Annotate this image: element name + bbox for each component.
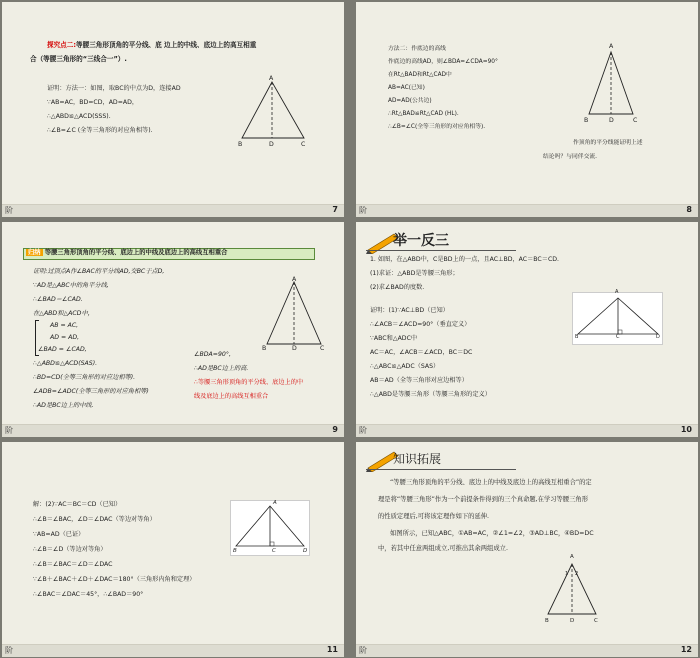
slide11-line: ∴∠B＝∠D（等边对等角） [33, 546, 107, 553]
triangle-figure [259, 276, 329, 351]
slide9-line: 在△ABD和△ACD中， [33, 310, 94, 317]
slide7-title-line2: 合（等腰三角形的“三线合一”）. [30, 55, 127, 63]
slide11-line: ∵AB=AD（已证） [33, 531, 85, 538]
label-d: D [303, 548, 308, 554]
slide8-line: 在Rt△BAD和Rt△CAD中 [388, 72, 452, 78]
slide11-line: ∴∠BAC＝∠DAC＝45°，∴∠BAD＝90° [33, 591, 144, 598]
slide10-line: ∴△ABC≌△ADC（SAS） [370, 363, 440, 370]
slide10-line: ∴∠ACB＝∠ACD=90°（垂直定义） [370, 321, 471, 328]
label-d: D [656, 334, 660, 340]
slide8-line: AD=AD(公共边) [388, 98, 432, 104]
slide9-line: AB = AC, [50, 322, 79, 329]
label-d: D [292, 345, 297, 352]
slide10-line: ∴△ABD是等腰三角形（等腰三角形的定义） [370, 391, 491, 398]
label-a: A [292, 276, 297, 283]
slide9-line: ∴BD=CD(全等三角形的对应边相等). [33, 374, 136, 381]
label-b: B [575, 334, 579, 340]
slide-11[interactable] [2, 442, 344, 657]
label-d: D [609, 117, 614, 124]
slide9-line: AD = AD, [50, 334, 80, 341]
slide7-line: ∴∠B=∠C (全等三角形的对应角相等). [47, 127, 153, 134]
label-1: 1 [565, 571, 569, 577]
banner-title: 举一反三 [393, 233, 449, 249]
slide-9[interactable] [2, 222, 344, 437]
banner-title: 知识拓展 [393, 452, 442, 466]
triangle-figure [542, 558, 602, 624]
slide12-line: 如图所示，已知△ABC，①AB=AC，②∠1=∠2，③AD⊥BC，④BD=DC [390, 530, 594, 537]
label-b: B [238, 141, 243, 148]
label-b: B [584, 117, 589, 124]
slide9-right: ∴AD是BC边上的高. [194, 365, 249, 372]
slide11-line: 解：(2)∵AC＝BC＝CD（已知） [33, 501, 122, 508]
label-a: A [570, 554, 574, 560]
label-c: C [272, 548, 276, 554]
slide9-conclusion: ∴等腰三角形顶角的平分线、底边上的中 [194, 379, 304, 386]
slide-footer: 阶 8 [356, 204, 698, 217]
slide9-line: 证明:过顶点A作∠BAC的平分线AD,交BC于点D, [33, 268, 165, 275]
banner-underline [366, 469, 516, 470]
label-2: 2 [575, 571, 579, 577]
slide12-line: 的性质定理后,可将该定理作如下的延伸. [378, 513, 490, 520]
slide10-line: ∵ABC和△ADC中 [370, 335, 418, 342]
question-text: 作顶角的平分线能证明上述 [573, 140, 643, 146]
slide-8[interactable] [356, 2, 698, 217]
label-c: C [633, 117, 638, 124]
slide7-line: ∵AB=AC，BD=CD，AD=AD， [47, 99, 139, 106]
label-d: D [570, 618, 575, 624]
banner-underline [366, 250, 516, 251]
slide-footer: 阶 10 [356, 424, 698, 437]
slide9-line: ∴AD是BC边上的中线. [33, 402, 94, 409]
slide-7[interactable] [2, 2, 344, 217]
label-a: A [273, 500, 277, 506]
slide7-line: ∴△ABD≌△ACD(SSS). [47, 113, 111, 120]
slide9-line: ∵AD是△ABC中的角平分线, [33, 282, 109, 289]
slide12-line: “等腰三角形顶角的平分线、底边上的中线及底边上的高线互相重合”的定 [390, 479, 592, 486]
slide-footer: 阶 12 [356, 644, 698, 657]
slide7-title: 探究点二:等腰三角形顶角的平分线、底 边上的中线、底边上的高互相重 [47, 41, 257, 49]
slide8-line: 方法二：作底边的高线 [388, 46, 446, 52]
slide-footer: 阶 7 [2, 204, 344, 217]
label-a: A [615, 289, 619, 295]
slide9-line: ∠BAD = ∠CAD, [38, 346, 87, 353]
label-c: C [301, 141, 306, 148]
slide7-line: 证明：方法一：如图，取BC的中点为D，连接AD [47, 85, 181, 92]
slide-10[interactable] [356, 222, 698, 437]
label-d: D [269, 141, 274, 148]
slide12-line: 中，若其中任意两组成立,可推出其余两组成立. [378, 545, 508, 552]
summary-header: 归纳 等腰三角形顶角的平分线、底边上的中线及底边上的高线互相重合 [28, 249, 228, 256]
triangle-figure [230, 500, 310, 556]
slide-footer: 阶 11 [2, 644, 344, 657]
slide11-line: ∵∠B＋∠BAC＋∠D＋∠DAC＝180°（三角形内角和定理） [33, 576, 196, 583]
slide9-line: ∴∠BAD＝∠CAD. [33, 296, 83, 303]
slide11-line: ∴∠B＝∠BAC，∠D＝∠DAC（等边对等角） [33, 516, 156, 523]
label-b: B [233, 548, 237, 554]
slide9-right: ∠BDA=90°, [194, 351, 231, 358]
label-b: B [262, 345, 267, 352]
slide9-line: ∴△ABD≌△ACD(SAS). [33, 360, 98, 367]
slide8-line: AB=AC(已知) [388, 85, 425, 91]
slide12-line: 理是将“等腰三角形”作为一个前提条件得到的三个真命题,在学习等腰三角形 [378, 496, 589, 503]
label-c: C [594, 618, 598, 624]
slide9-line: ∠ADB=∠ADC(全等三角形的对应角相等) [33, 388, 149, 395]
label-b: B [545, 618, 549, 624]
slide10-line: 证明：(1)∵AC⊥BD（已知） [370, 307, 449, 314]
question-text: 结论吗？与同伴交流. [543, 154, 598, 160]
label-c: C [320, 345, 325, 352]
slide10-line: 1. 如图，在△ABD中，C是BD上的一点，且AC⊥BD，AC＝BC＝CD. [370, 256, 559, 263]
slide10-line: AB＝AD（全等三角形对应边相等） [370, 377, 468, 384]
slide-12[interactable] [356, 442, 698, 657]
slide8-line: 作底边的高线AD，则∠BDA=∠CDA=90° [388, 59, 498, 65]
slide9-conclusion: 线及底边上的高线互相重合 [194, 393, 269, 400]
label-a: A [269, 75, 274, 82]
slide11-line: ∴∠B＝∠BAC＝∠D＝∠DAC [33, 561, 113, 568]
triangle-figure [234, 74, 324, 154]
slide-footer: 阶 9 [2, 424, 344, 437]
slide10-line: (1)求证：△ABD是等腰三角形； [370, 270, 459, 277]
slide10-line: AC＝AC，∠ACB＝∠ACD，BC＝DC [370, 349, 473, 356]
triangle-figure [581, 42, 641, 122]
label-c: C [616, 334, 620, 340]
label-a: A [609, 43, 614, 50]
slide10-line: (2)求∠BAD的度数. [370, 284, 425, 291]
slide8-line: ∴∠B=∠C(全等三角形的对应角相等). [388, 124, 486, 130]
slide8-line: ∴Rt△BAD≌Rt△CAD (HL). [388, 111, 459, 117]
